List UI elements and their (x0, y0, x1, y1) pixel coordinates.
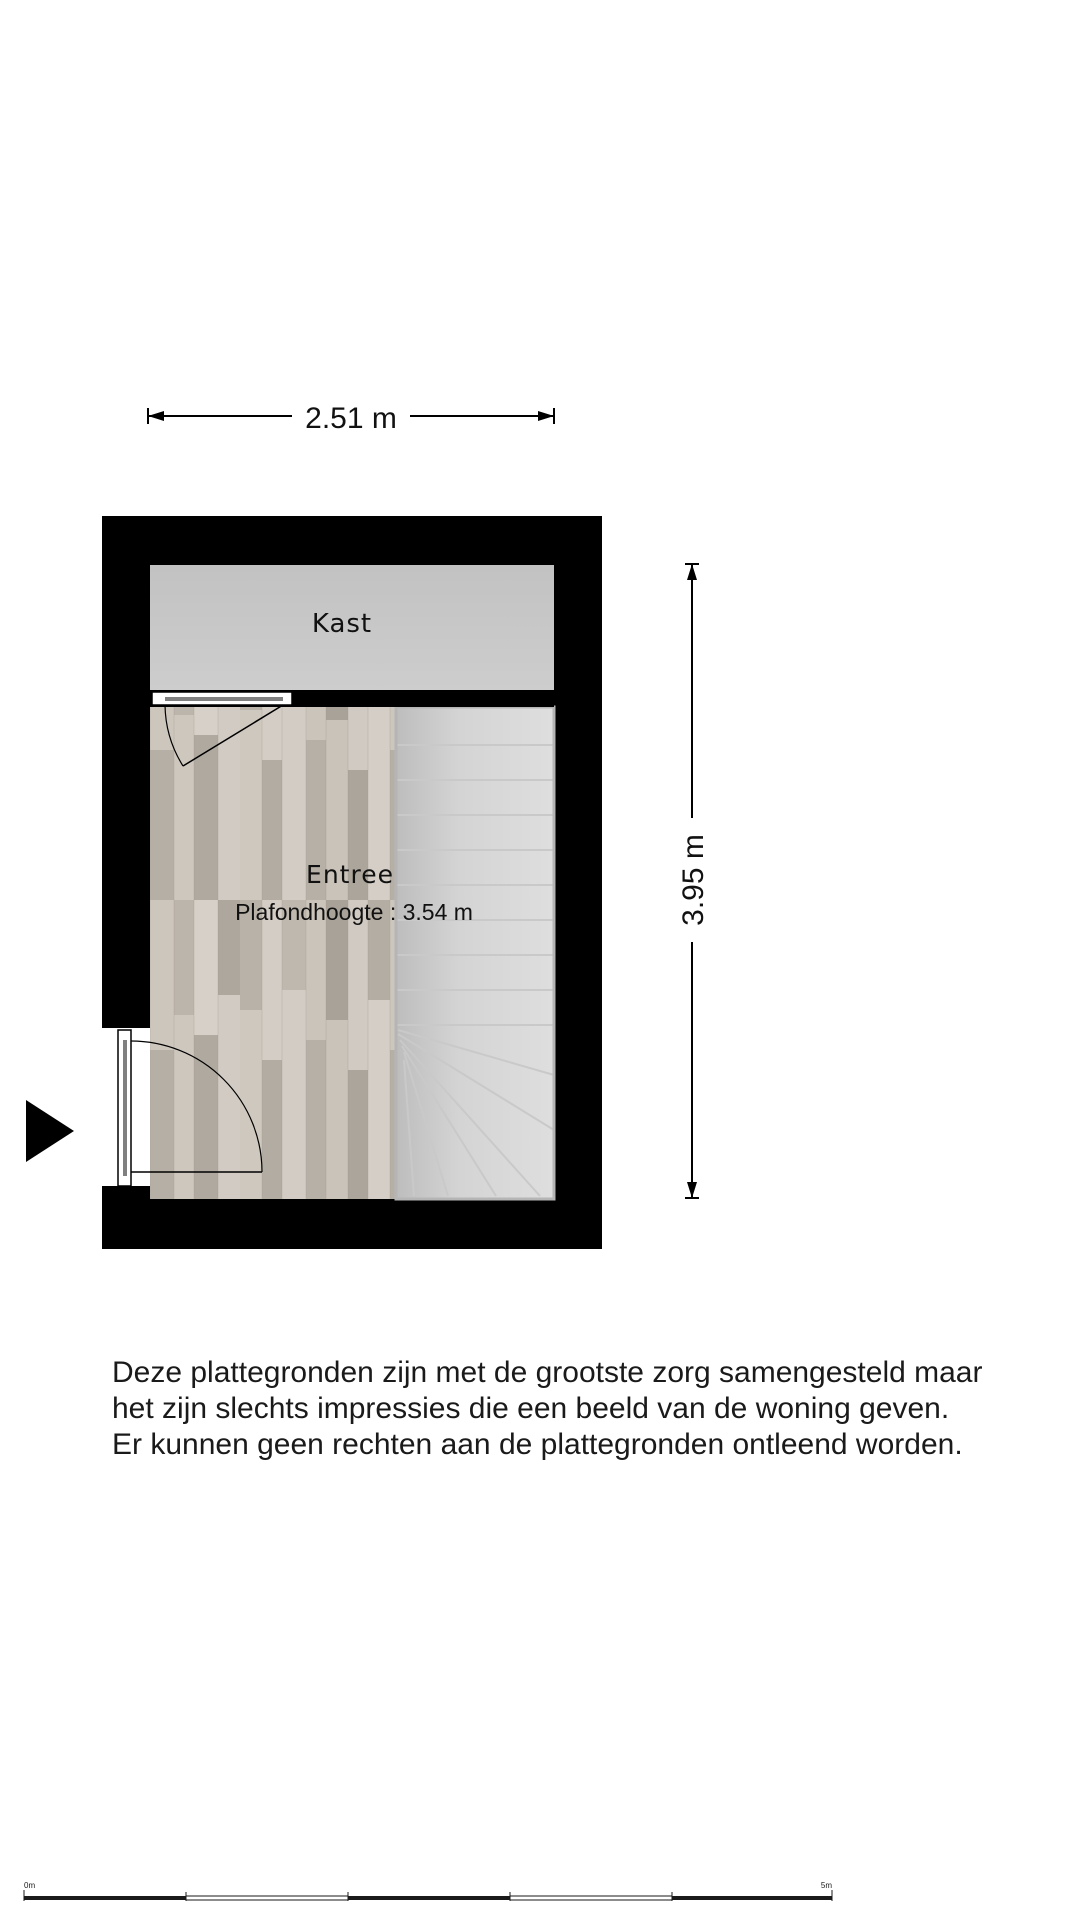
disclaimer (112, 1355, 1072, 1463)
disclaimer-line: Deze plattegronden zijn met de grootste zorg samengesteld maar (112, 1356, 983, 1389)
disclaimer-line: Er kunnen geen rechten aan de plattegronden ontleend worden. (112, 1428, 963, 1461)
scale-bar-start-label: 0m (24, 1881, 36, 1890)
scale-bar-end-label: 5m (820, 1881, 832, 1890)
width-dimension-label: 2.51 m (305, 402, 397, 435)
scale-bar (24, 1890, 832, 1901)
room-entree-floor (150, 707, 395, 1199)
ceiling-height-label: Plafondhoogte : 3.54 m (235, 899, 473, 925)
height-dimension-label: 3.95 m (677, 834, 710, 926)
triangle-right-icon (26, 1100, 74, 1162)
room-entree-label: Entree (306, 860, 394, 889)
stairs (396, 707, 554, 1199)
room-kast-label: Kast (311, 609, 373, 639)
disclaimer-line: het zijn slechts impressies die een beeld van de woning geven. (112, 1392, 950, 1425)
